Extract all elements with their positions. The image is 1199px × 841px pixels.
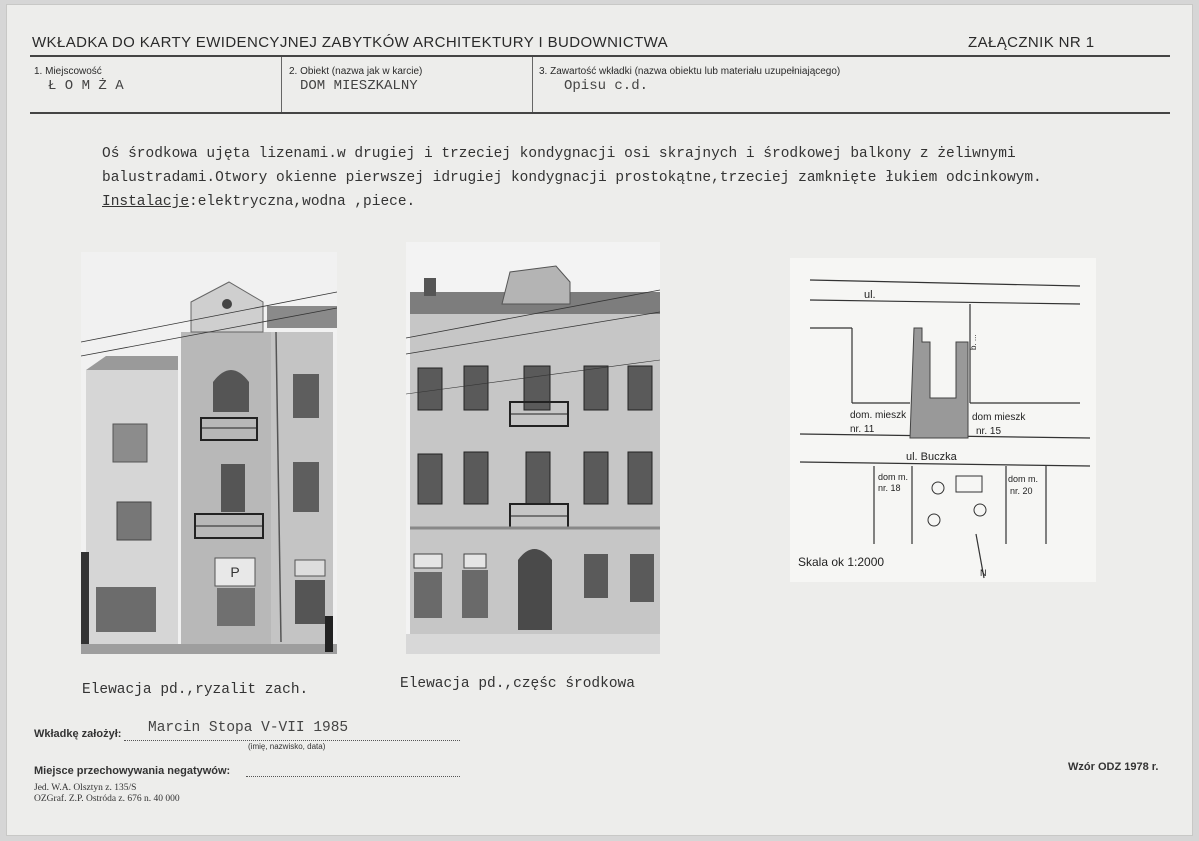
map-house-18: dom m. <box>878 472 909 482</box>
header-rule-top <box>30 55 1170 57</box>
installations-text: :elektryczna,wodna ,piece. <box>189 194 416 210</box>
svg-text:nr. 15: nr. 15 <box>976 426 1002 437</box>
map-scale: Skala ok 1:2000 <box>798 555 885 569</box>
location-map <box>790 258 1096 582</box>
header-rule-bottom <box>30 112 1170 114</box>
printer-info-2: OZGraf. Z.P. Ostróda z. 676 n. 40 000 <box>34 794 180 804</box>
description-line-2: balustradami.Otwory okienne pierwszej idrugiej kondygnacji prostokątne,trzeciej zamknięte łukiem odcinkowym. <box>102 170 1042 186</box>
field-value-contents: Opisu c.d. <box>564 78 649 94</box>
map-sketch <box>790 258 1096 582</box>
printer-info-1: Jed. W.A. Olsztyn z. 135/S <box>34 783 137 793</box>
form-template-number: Wzór ODZ 1978 r. <box>1068 761 1159 773</box>
field-label-object: 2. Obiekt (nazwa jak w karcie) <box>289 66 423 77</box>
svg-text:nr. 11: nr. 11 <box>850 424 875 435</box>
map-house-20: dom m. <box>1008 474 1039 484</box>
map-north-arrow: N <box>980 568 987 578</box>
field-value-location: Ł O M Ż A <box>48 78 124 94</box>
negative-storage-line <box>246 776 460 777</box>
author-label: Wkładkę założył: <box>34 728 122 740</box>
installations-label: Instalacje <box>102 194 190 210</box>
field-divider-1 <box>281 57 282 113</box>
map-house-11: dom. mieszk <box>850 410 907 421</box>
record-card <box>6 4 1193 836</box>
author-line <box>124 740 460 741</box>
photo-west-projection <box>81 252 337 654</box>
photo-central-part <box>406 242 660 654</box>
annex-number: ZAŁĄCZNIK NR 1 <box>968 34 1095 51</box>
shop-sign-letter: P <box>230 564 240 580</box>
description-line-1: Oś środkowa ujęta lizenami.w drugiej i trzeciej kondygnacji osi skrajnych i środkowej balkony z żeliwnymi <box>102 146 1016 162</box>
author-value: Marcin Stopa V-VII 1985 <box>148 720 349 736</box>
map-street-top: ul. <box>864 289 876 301</box>
field-label-location: 1. Miejscowość <box>34 66 102 77</box>
negative-storage-label: Miejsce przechowywania negatywów: <box>34 765 231 777</box>
caption-middle-photo: Elewacja pd.,częśc środkowa <box>400 676 635 692</box>
map-house-15: dom mieszk <box>972 412 1026 423</box>
svg-text:nr. 20: nr. 20 <box>1010 486 1033 496</box>
description-line-3 <box>102 190 415 214</box>
building-photo-middle <box>406 242 660 654</box>
map-side-label: b. ... <box>969 334 978 350</box>
field-label-contents: 3. Zawartość wkładki (nazwa obiektu lub materiału uzupełniającego) <box>539 66 841 77</box>
svg-text:nr. 18: nr. 18 <box>878 483 901 493</box>
field-divider-2 <box>532 57 533 113</box>
author-hint: (imię, nazwisko, data) <box>248 742 326 751</box>
building-photo-left <box>81 252 337 654</box>
caption-left-photo: Elewacja pd.,ryzalit zach. <box>82 682 309 698</box>
card-title: WKŁADKA DO KARTY EWIDENCYJNEJ ZABYTKÓW ARCHITEKTURY I BUDOWNICTWA <box>32 34 669 51</box>
map-street-main: ul. Buczka <box>906 451 957 463</box>
field-value-object: DOM MIESZKALNY <box>300 78 418 94</box>
